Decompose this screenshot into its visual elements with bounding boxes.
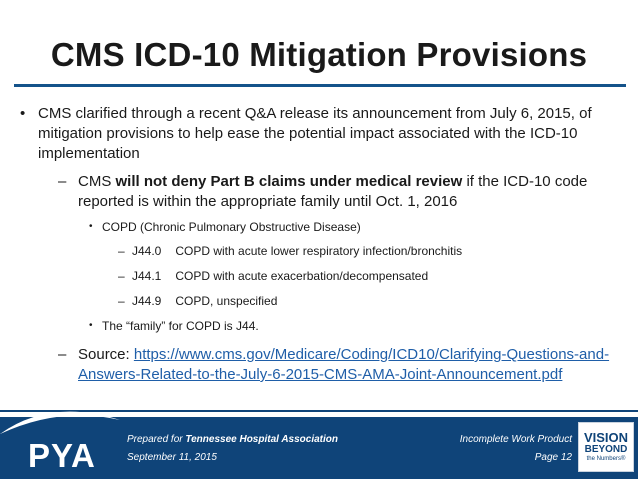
- dash-icon: –: [58, 346, 67, 363]
- subbullet-pre: CMS: [78, 173, 116, 190]
- bullet-dot-icon: •: [89, 320, 93, 331]
- copd-code-item: [118, 268, 429, 284]
- icd-description: COPD, unspecified: [175, 294, 278, 308]
- badge-line2: BEYOND: [584, 444, 628, 455]
- dash-icon: –: [118, 244, 125, 258]
- subbullet-post: if the ICD-10 code reported is within the appropriate family until Oct. 1, 2016: [78, 173, 588, 210]
- title-divider: [14, 84, 626, 87]
- bullet-dot-icon: •: [20, 105, 26, 122]
- pya-swoosh-icon: [0, 404, 130, 434]
- badge-line3: the Numbers®: [586, 456, 626, 462]
- source-label: Source:: [78, 346, 134, 363]
- subbullet-bold: will not deny Part B claims under medical review: [115, 173, 463, 190]
- footer-date: September 11, 2015: [127, 452, 217, 463]
- source-link[interactable]: https://www.cms.gov/Medicare/Coding/ICD10/Clarifying-Questions-and-Answers-Related-to-the-July-6-2015-CMS-AMA-Joint-Announcement.pdf: [78, 346, 610, 383]
- badge-line1: VISION: [583, 430, 629, 445]
- subbullet-part-b-claims: [58, 172, 618, 212]
- bullet-dot-icon: •: [89, 221, 93, 232]
- page-number: Page 12: [534, 452, 572, 463]
- copd-heading-item: [89, 219, 361, 235]
- copd-code-item: [118, 243, 463, 259]
- icd-code: J44.1: [132, 269, 162, 283]
- icd-description: COPD with acute exacerbation/decompensated: [175, 269, 429, 283]
- dash-icon: –: [118, 269, 125, 283]
- bullet-cms-clarified: [20, 104, 622, 164]
- dash-icon: –: [118, 294, 125, 308]
- copd-code-item: [118, 293, 278, 309]
- work-product-status: Incomplete Work Product: [459, 434, 572, 445]
- prepared-prefix: Prepared for: [127, 434, 186, 445]
- prepared-for: [127, 434, 338, 445]
- icd-code: J44.0: [132, 244, 162, 258]
- icd-description: COPD with acute lower respiratory infection/bronchitis: [175, 244, 463, 258]
- dash-icon: –: [58, 173, 67, 190]
- icd-code: J44.9: [132, 294, 162, 308]
- copd-heading: COPD (Chronic Pulmonary Obstructive Disease): [102, 220, 361, 234]
- copd-family-item: [89, 318, 259, 334]
- vision-beyond-badge: [578, 422, 634, 472]
- subbullet-source: [58, 345, 623, 385]
- pya-logo: PYA: [28, 437, 96, 474]
- bullet-text: CMS clarified through a recent Q&A release its announcement from July 6, 2015, of mitigation provisions to help ease the potential impact associated with the ICD-10 implementation: [38, 105, 592, 162]
- prepared-org: Tennessee Hospital Association: [185, 434, 339, 445]
- copd-family-text: The “family” for COPD is J44.: [102, 319, 259, 333]
- slide-title: CMS ICD-10 Mitigation Provisions: [50, 36, 588, 73]
